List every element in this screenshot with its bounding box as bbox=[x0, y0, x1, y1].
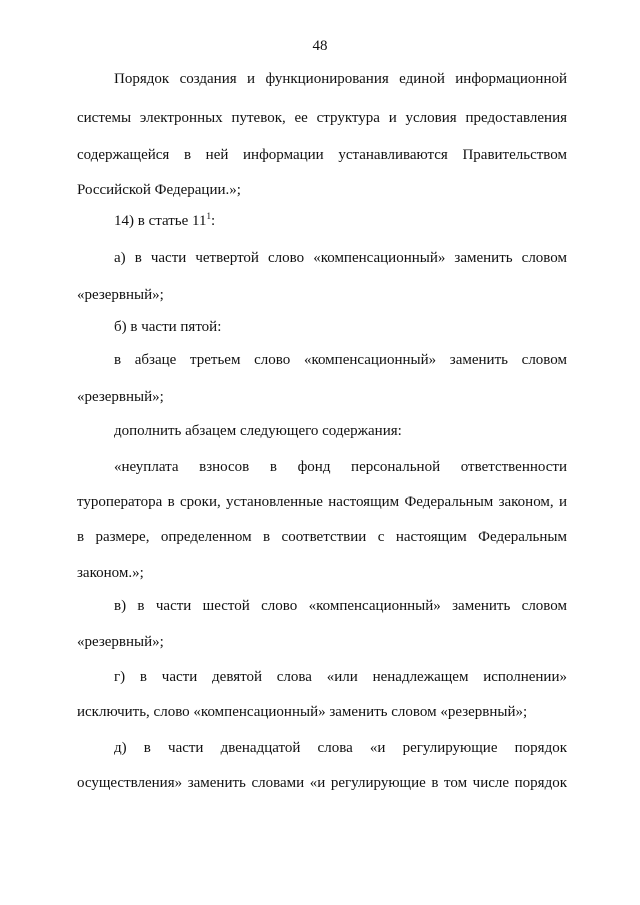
item-14-colon: : bbox=[211, 213, 216, 229]
paragraph-line: «резервный»; bbox=[77, 389, 164, 405]
paragraph-line: содержащейся в ней информации устанавливаются Правительством bbox=[77, 147, 567, 163]
item-14-text: 14) в статье 11 bbox=[114, 213, 207, 229]
paragraph-line: д) в части двенадцатой слова «и регулирующие порядок bbox=[114, 740, 567, 756]
paragraph-line: исключить, слово «компенсационный» заменить словом «резервный»; bbox=[77, 704, 528, 720]
paragraph-line: б) в части пятой: bbox=[114, 319, 222, 335]
paragraph-line: г) в части девятой слова «или ненадлежащем исполнении» bbox=[114, 669, 567, 685]
paragraph-line: туроператора в сроки, установленные настоящим Федеральным законом, и bbox=[77, 494, 567, 510]
paragraph-line: системы электронных путевок, ее структура и условия предоставления bbox=[77, 110, 567, 126]
paragraph-line: в размере, определенном в соответствии с настоящим Федеральным bbox=[77, 529, 567, 545]
superscript: 1 bbox=[206, 211, 211, 221]
paragraph-line: а) в части четвертой слово «компенсационный» заменить словом bbox=[114, 250, 567, 266]
paragraph-line: Российской Федерации.»; bbox=[77, 182, 241, 198]
paragraph-line: осуществления» заменить словами «и регулирующие в том числе порядок bbox=[77, 775, 567, 791]
paragraph-line: «резервный»; bbox=[77, 287, 164, 303]
paragraph-line: законом.»; bbox=[77, 565, 144, 581]
list-item-heading bbox=[114, 211, 567, 231]
page-number: 48 bbox=[312, 38, 328, 54]
paragraph-line: «неуплата взносов в фонд персональной ответственности bbox=[114, 459, 567, 475]
paragraph-line: в абзаце третьем слово «компенсационный» заменить словом bbox=[114, 352, 567, 368]
paragraph-line: в) в части шестой слово «компенсационный» заменить словом bbox=[114, 598, 567, 614]
paragraph-line: «резервный»; bbox=[77, 634, 164, 650]
paragraph-line: дополнить абзацем следующего содержания: bbox=[114, 423, 402, 439]
paragraph-line: Порядок создания и функционирования единой информационной bbox=[114, 71, 567, 87]
